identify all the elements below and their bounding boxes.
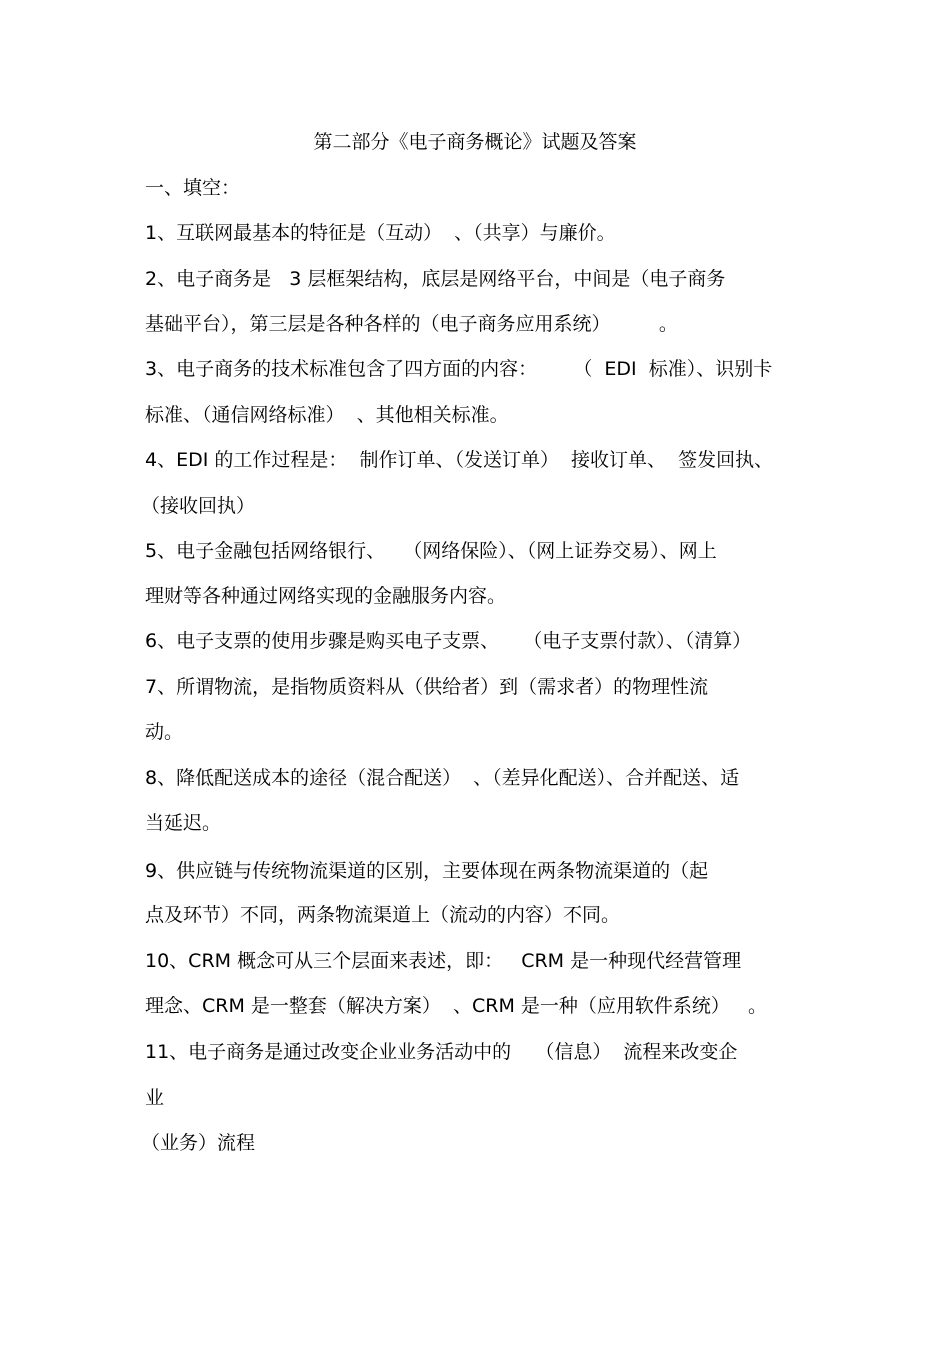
question-9-line-1: 9、供应链与传统物流渠道的区别，主要体现在两条物流渠道的（起 xyxy=(145,860,709,882)
question-8-line-2: 当延迟。 xyxy=(145,812,222,834)
question-10-line-2: 理念、CRM 是一整套（解决方案） 、CRM 是一种（应用软件系统） 。 xyxy=(145,995,768,1017)
question-6-line: 6、电子支票的使用步骤是购买电子支票、 （电子支票付款）、（清算） xyxy=(145,630,752,652)
question-11-line-2: 业 xyxy=(145,1087,165,1109)
question-5-line-2: 理财等各种通过网络实现的金融服务内容。 xyxy=(145,585,507,607)
question-5-line-1: 5、电子金融包括网络银行、 （网络保险）、（网上证券交易）、网上 xyxy=(145,540,717,562)
question-10-line-1: 10、CRM 概念可从三个层面来表述，即： CRM 是一种现代经营管理 xyxy=(145,950,742,972)
question-7-line-1: 7、所谓物流，是指物质资料从（供给者）到（需求者）的物理性流 xyxy=(145,676,709,698)
question-11-line-3: （业务）流程 xyxy=(141,1132,256,1154)
question-3-line-1: 3、电子商务的技术标准包含了四方面的内容： （ EDI 标准）、识别卡 xyxy=(145,358,773,380)
question-4-line-1: 4、EDI 的工作过程是： 制作订单、（发送订单） 接收订单、 签发回执、 xyxy=(145,449,774,471)
question-11-line-1: 11、电子商务是通过改变企业业务活动中的 （信息） 流程来改变企 xyxy=(145,1041,738,1063)
document-title: 第二部分《电子商务概论》试题及答案 xyxy=(313,131,637,153)
section-heading: 一、填空： xyxy=(145,177,241,199)
question-8-line-1: 8、降低配送成本的途径（混合配送） 、（差异化配送）、合并配送、适 xyxy=(145,767,740,789)
question-4-line-2: （接收回执） xyxy=(141,495,256,517)
question-3-line-2: 标准、（通信网络标准） 、其他相关标准。 xyxy=(145,404,509,426)
question-2-line-2: 基础平台），第三层是各种各样的（电子商务应用系统） 。 xyxy=(145,313,678,335)
question-9-line-2: 点及环节）不同，两条物流渠道上（流动的内容）不同。 xyxy=(145,904,621,926)
question-7-line-2: 动。 xyxy=(145,721,184,743)
question-1-line: 1、互联网最基本的特征是（互动） 、（共享）与廉价。 xyxy=(145,222,616,244)
question-2-line-1: 2、电子商务是 3 层框架结构，底层是网络平台，中间是（电子商务 xyxy=(145,268,726,290)
